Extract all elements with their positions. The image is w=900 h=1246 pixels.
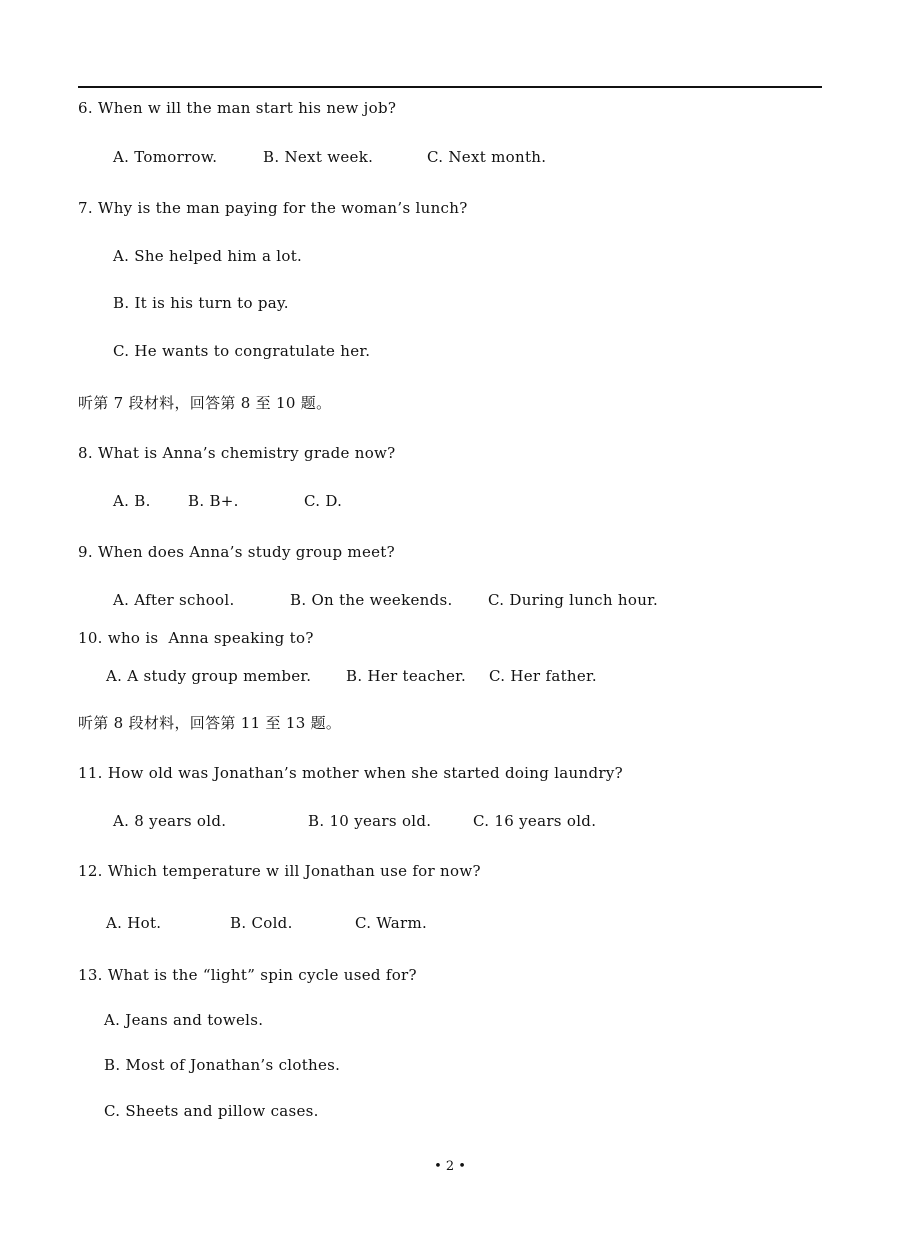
q13-option-b: B. Most of Jonathan’s clothes. xyxy=(104,1056,341,1074)
q7-option-c: C. He wants to congratulate her. xyxy=(113,342,371,360)
q9-option-b: B. On the weekends. xyxy=(290,591,453,609)
q11-option-a: A. 8 years old. xyxy=(113,812,227,830)
page-number: • 2 • xyxy=(434,1159,466,1174)
question-8: 8. What is Anna’s chemistry grade now? xyxy=(78,444,396,462)
q7-option-b: B. It is his turn to pay. xyxy=(113,294,289,312)
q8-option-b: B. B+. xyxy=(188,492,239,510)
q13-option-c: C. Sheets and pillow cases. xyxy=(104,1102,319,1120)
question-6: 6. When w ill the man start his new job? xyxy=(78,99,397,117)
question-13: 13. What is the “light” spin cycle used for? xyxy=(78,966,417,984)
q10-option-a: A. A study group member. xyxy=(106,667,312,685)
question-9: 9. When does Anna’s study group meet? xyxy=(78,543,395,561)
q8-option-a: A. B. xyxy=(113,492,151,510)
q9-option-c: C. During lunch hour. xyxy=(488,591,659,609)
q10-option-c: C. Her father. xyxy=(489,667,597,685)
question-7: 7. Why is the man paying for the woman’s lunch? xyxy=(78,199,468,217)
q12-option-c: C. Warm. xyxy=(355,914,428,932)
section-8-instruction: 听第 8 段材料，回答第 11 至 13 题。 xyxy=(78,714,342,732)
q13-option-a: A. Jeans and towels. xyxy=(104,1011,264,1029)
q6-option-c: C. Next month. xyxy=(427,148,547,166)
q11-option-c: C. 16 years old. xyxy=(473,812,597,830)
question-11: 11. How old was Jonathan’s mother when she started doing laundry? xyxy=(78,764,623,782)
q12-option-a: A. Hot. xyxy=(106,914,162,932)
q11-option-b: B. 10 years old. xyxy=(308,812,432,830)
q7-option-a: A. She helped him a lot. xyxy=(113,247,303,265)
q9-option-a: A. After school. xyxy=(113,591,235,609)
section-7-instruction: 听第 7 段材料，回答第 8 至 10 题。 xyxy=(78,394,332,412)
question-12: 12. Which temperature w ill Jonathan use for now? xyxy=(78,862,481,880)
q10-option-b: B. Her teacher. xyxy=(346,667,467,685)
header-rule xyxy=(78,86,822,88)
q6-option-a: A. Tomorrow. xyxy=(113,148,218,166)
q12-option-b: B. Cold. xyxy=(230,914,293,932)
question-10: 10. who is Anna speaking to? xyxy=(78,629,314,647)
q8-option-c: C. D. xyxy=(304,492,343,510)
q6-option-b: B. Next week. xyxy=(263,148,374,166)
